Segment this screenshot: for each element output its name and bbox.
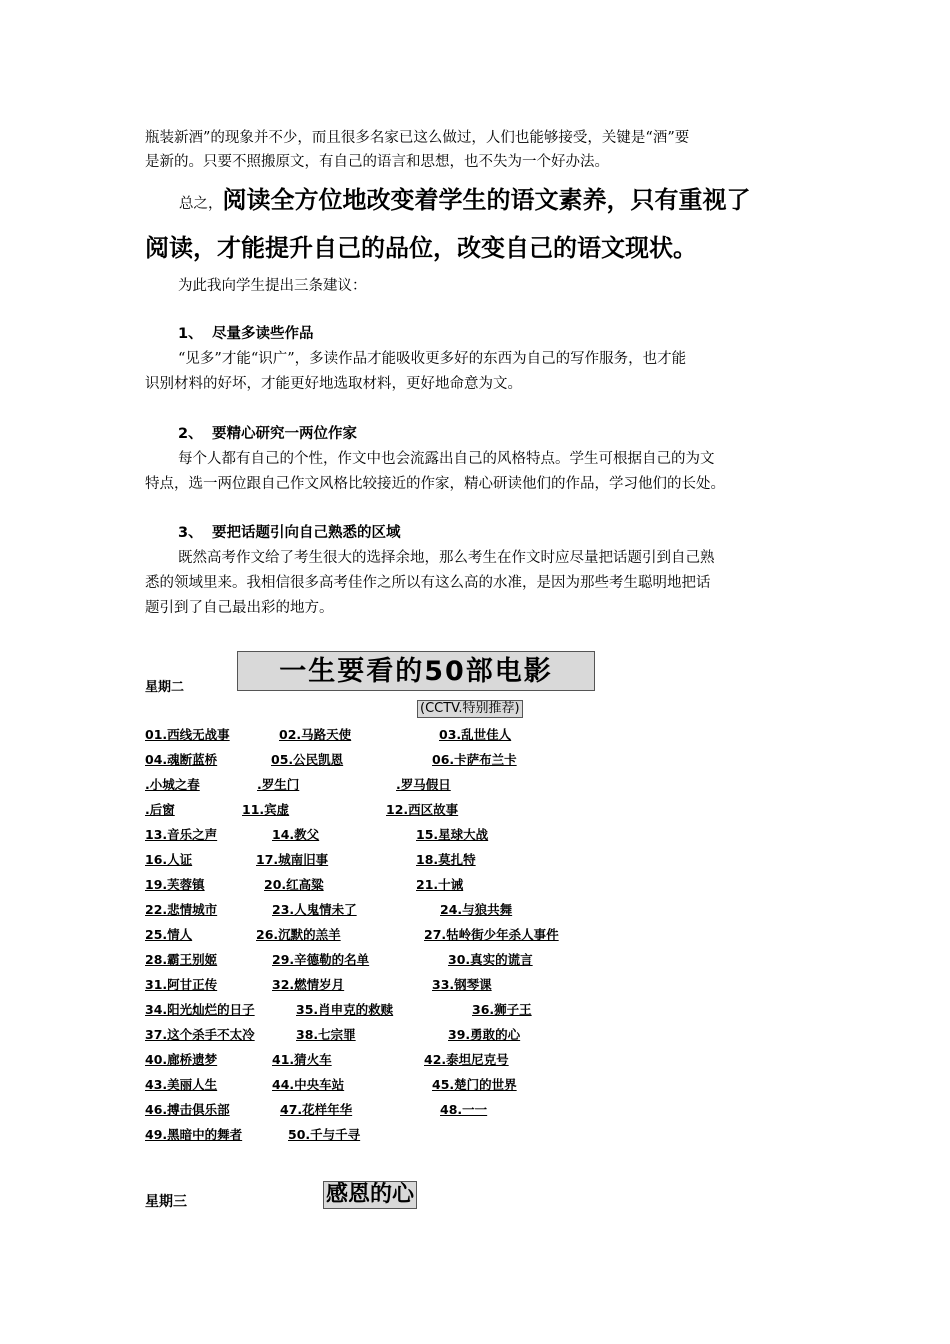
movie-link[interactable]: 33.钢琴课 xyxy=(432,977,492,992)
movie-link[interactable]: 26.沉默的羔羊 xyxy=(256,927,341,942)
movie-link[interactable]: 04.魂断蓝桥 xyxy=(145,752,218,767)
section-2-line-1: 每个人都有自己的个性，作文中也会流露出自己的风格特点。学生可根据自己的为文 xyxy=(178,451,715,467)
movie-link[interactable]: 46.搏击俱乐部 xyxy=(145,1102,230,1117)
movie-link[interactable]: 35.肖申克的救赎 xyxy=(296,1002,394,1017)
summary-line-2: 阅读，才能提升自己的品位，改变自己的语文现状。 xyxy=(145,234,697,262)
movie-link[interactable]: 14.教父 xyxy=(272,827,320,842)
movie-link[interactable]: 45.楚门的世界 xyxy=(432,1077,517,1092)
movie-link[interactable]: 30.真实的谎言 xyxy=(448,952,533,967)
movie-link[interactable]: 31.阿甘正传 xyxy=(145,977,218,992)
section-1-line-2: 识别材料的好坏，才能更好地选取材料，更好地命意为文。 xyxy=(145,376,522,392)
movie-link[interactable]: 41.猜火车 xyxy=(272,1052,332,1067)
movie-link[interactable]: 39.勇敢的心 xyxy=(448,1027,521,1042)
movie-link[interactable]: 34.阳光灿烂的日子 xyxy=(145,1002,255,1017)
movie-link[interactable]: 05.公民凯恩 xyxy=(271,752,344,767)
advice-intro: 为此我向学生提出三条建议： xyxy=(178,278,367,294)
movie-link[interactable]: 02.马路天使 xyxy=(279,727,352,742)
intro-line-2: 是新的。只要不照搬原文，有自己的语言和思想，也不失为一个好办法。 xyxy=(145,154,609,170)
movie-link[interactable]: 21.十诫 xyxy=(416,877,464,892)
movie-link[interactable]: 43.美丽人生 xyxy=(145,1077,218,1092)
tuesday-label: 星期二 xyxy=(145,680,185,695)
section-2-heading xyxy=(178,422,357,446)
section-3-number: 3、 xyxy=(178,525,203,541)
section-3-line-1: 既然高考作文给了考生很大的选择余地，那么考生在作文时应尽量把话题引到自己熟 xyxy=(178,550,715,566)
movie-link[interactable]: .罗生门 xyxy=(257,777,300,792)
movie-link[interactable]: 11.宾虚 xyxy=(242,802,290,817)
movie-link[interactable]: 47.花样年华 xyxy=(280,1102,353,1117)
section-2-title: 要精心研究一两位作家 xyxy=(212,426,357,442)
movie-link[interactable]: .后窗 xyxy=(145,802,175,817)
intro-line-1: 瓶装新酒”的现象并不少，而且很多名家已这么做过，人们也能够接受，关键是“酒”要 xyxy=(145,130,690,146)
movie-link[interactable]: 24.与狼共舞 xyxy=(440,902,513,917)
summary-prefix: 总之， xyxy=(179,196,223,212)
movie-link[interactable]: 27.牯岭街少年杀人事件 xyxy=(424,927,559,942)
movie-link[interactable]: 48.一一 xyxy=(440,1102,488,1117)
summary-text-1: 阅读全方位地改变着学生的语文素养，只有重视了 xyxy=(222,186,751,214)
movie-link[interactable]: 36.狮子王 xyxy=(472,1002,532,1017)
movie-link[interactable]: 19.芙蓉镇 xyxy=(145,877,205,892)
wednesday-label: 星期三 xyxy=(145,1194,187,1210)
movie-link[interactable]: 50.千与千寻 xyxy=(288,1127,361,1142)
movie-link[interactable]: 03.乱世佳人 xyxy=(439,727,512,742)
movie-link[interactable]: 25.情人 xyxy=(145,927,193,942)
movie-link[interactable]: 18.莫扎特 xyxy=(416,852,476,867)
movies-banner-title: 一生要看的50部电影 xyxy=(237,651,595,691)
movie-link[interactable]: 32.燃情岁月 xyxy=(272,977,345,992)
movie-link[interactable]: 38.七宗罪 xyxy=(296,1027,356,1042)
movie-link[interactable]: 06.卡萨布兰卡 xyxy=(432,752,517,767)
movies-subtitle: (CCTV.特别推荐) xyxy=(417,700,523,718)
movie-link[interactable]: 01.西线无战事 xyxy=(145,727,230,742)
movie-link[interactable]: 40.廊桥遗梦 xyxy=(145,1052,218,1067)
movie-link[interactable]: 37.这个杀手不太冷 xyxy=(145,1027,255,1042)
movie-link[interactable]: 20.红高粱 xyxy=(264,877,324,892)
section-3-title: 要把话题引向自己熟悉的区域 xyxy=(212,525,401,541)
gratitude-banner-title: 感恩的心 xyxy=(323,1181,417,1209)
section-2-number: 2、 xyxy=(178,426,203,442)
section-1-title: 尽量多读些作品 xyxy=(212,326,314,342)
movie-link[interactable]: 29.辛德勒的名单 xyxy=(272,952,370,967)
movie-link[interactable]: 13.音乐之声 xyxy=(145,827,218,842)
movie-link[interactable]: 17.城南旧事 xyxy=(256,852,329,867)
movie-link[interactable]: 42.泰坦尼克号 xyxy=(424,1052,509,1067)
section-2-line-2: 特点，选一两位跟自己作文风格比较接近的作家，精心研读他们的作品，学习他们的长处。 xyxy=(145,476,725,492)
summary-line-1 xyxy=(145,176,815,228)
movie-link[interactable]: 28.霸王别姬 xyxy=(145,952,218,967)
movie-link[interactable]: 23.人鬼情未了 xyxy=(272,902,357,917)
section-1-line-1: “见多”才能“识广”，多读作品才能吸收更多好的东西为自己的写作服务，也才能 xyxy=(178,351,687,367)
section-3-heading xyxy=(178,521,401,545)
movie-link[interactable]: 49.黑暗中的舞者 xyxy=(145,1127,243,1142)
movie-link[interactable]: .罗马假日 xyxy=(396,777,451,792)
section-3-line-3: 题引到了自己最出彩的地方。 xyxy=(145,600,334,616)
movie-link[interactable]: 16.人证 xyxy=(145,852,193,867)
section-3-line-2: 悉的领域里来。我相信很多高考佳作之所以有这么高的水准，是因为那些考生聪明地把话 xyxy=(145,575,711,591)
section-1-number: 1、 xyxy=(178,326,203,342)
movie-link[interactable]: 12.西区故事 xyxy=(386,802,459,817)
movie-link[interactable]: 44.中央车站 xyxy=(272,1077,345,1092)
movie-link[interactable]: 15.星球大战 xyxy=(416,827,489,842)
movie-link[interactable]: .小城之春 xyxy=(145,777,200,792)
movie-link[interactable]: 22.悲情城市 xyxy=(145,902,218,917)
section-1-heading xyxy=(178,322,314,346)
